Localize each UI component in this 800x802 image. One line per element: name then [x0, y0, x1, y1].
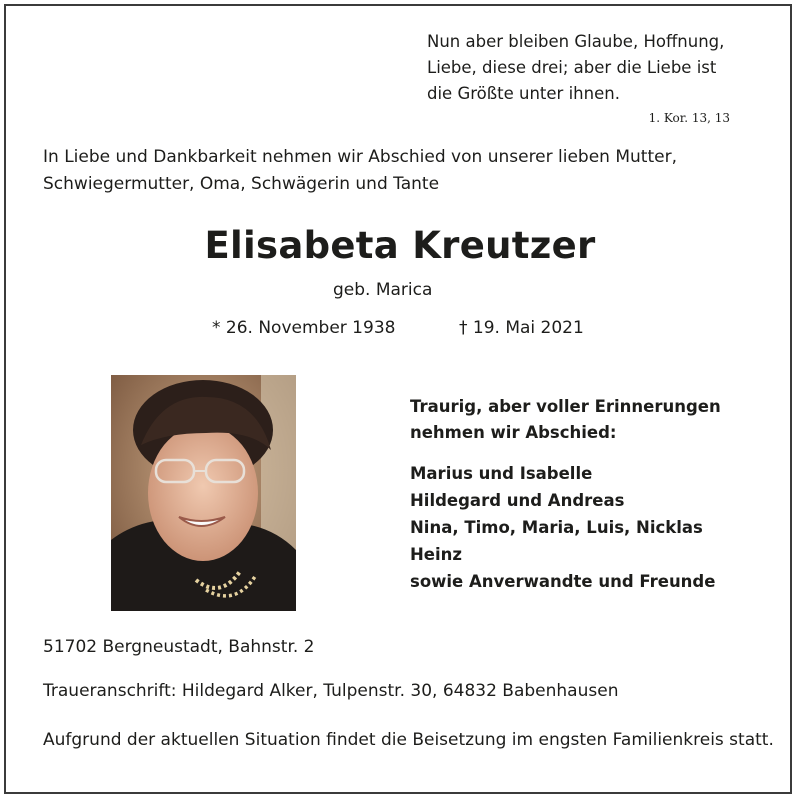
intro-text: In Liebe und Dankbarkeit nehmen wir Abschied von unserer lieben Mutter, Schwiegermutter, Oma, Schwägerin und Tante — [43, 147, 677, 194]
mourning-line: nehmen wir Abschied: — [410, 423, 617, 442]
bible-verse — [427, 29, 747, 107]
home-address: 51702 Bergneustadt, Bahnstr. 2 — [43, 637, 315, 657]
deceased-name: Elisabeta Kreutzer — [204, 224, 596, 267]
verse-line: Liebe, diese drei; aber die Liebe ist — [427, 58, 717, 77]
family-entry: Nina, Timo, Maria, Luis, Nicklas — [410, 518, 703, 537]
birth-date: * 26. November 1938 — [212, 318, 396, 338]
mailing-address: Traueranschrift: Hildegard Alker, Tulpenstr. 30, 64832 Babenhausen — [43, 681, 619, 701]
mourning-statement — [410, 394, 721, 446]
family-list — [410, 460, 715, 595]
mourning-line: Traurig, aber voller Erinnerungen — [410, 397, 721, 416]
family-entry: Heinz — [410, 545, 463, 564]
family-entry: Marius und Isabelle — [410, 464, 593, 483]
family-entry: Hildegard und Andreas — [410, 491, 625, 510]
verse-reference: 1. Kor. 13, 13 — [648, 111, 730, 125]
birth-name: geb. Marica — [333, 280, 433, 300]
portrait-photo — [111, 375, 296, 611]
verse-line: die Größte unter ihnen. — [427, 84, 620, 103]
death-date: † 19. Mai 2021 — [459, 318, 584, 338]
verse-line: Nun aber bleiben Glaube, Hoffnung, — [427, 32, 725, 51]
family-entry: sowie Anverwandte und Freunde — [410, 572, 716, 591]
funeral-notice: Aufgrund der aktuellen Situation findet die Beisetzung im engsten Familienkreis statt. — [43, 730, 774, 750]
